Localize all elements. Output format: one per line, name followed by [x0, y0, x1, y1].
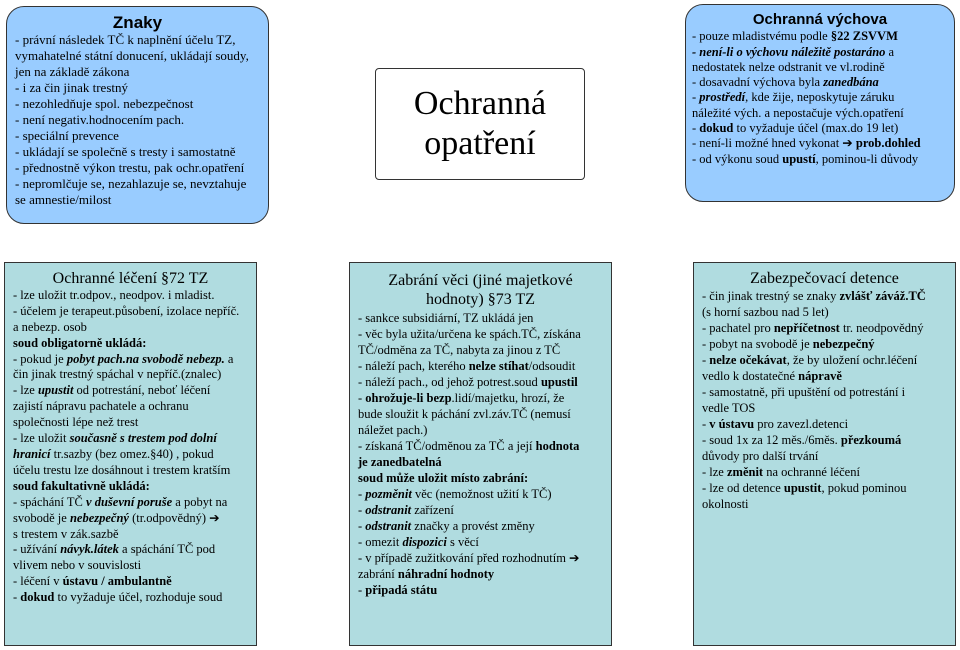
detence-text: (s horní sazbou nad 5 let)	[702, 305, 829, 319]
leceni-text: společnosti lépe než trest	[13, 415, 139, 430]
leceni-line	[13, 336, 248, 352]
znaky-line: - nepromlčuje se, nezahlazuje se, nevztahuje	[15, 176, 247, 191]
leceni-text: vlivem nebo v souvislosti	[13, 558, 142, 573]
zabezpecovaci-detence-title: Zabezpečovací detence	[750, 270, 899, 287]
detence-text: - lze od detence	[702, 481, 784, 495]
znaky-line: jen na základě zákona	[15, 64, 130, 79]
leceni-line	[13, 558, 248, 574]
zabrani-text: soud může uložit místo zabrání:	[358, 471, 529, 485]
zabrani-line	[358, 390, 603, 406]
vychova-text: prob.dohled	[855, 136, 921, 151]
detence-line	[702, 336, 947, 352]
znaky-line: - není negativ.hodnocením pach.	[15, 112, 185, 127]
leceni-text: zajistí nápravu pachatele a ochranu	[13, 399, 189, 414]
leceni-text: (tr.odpovědný) ➔	[128, 510, 220, 525]
detence-text: změnit	[726, 465, 764, 479]
vychova-text: dokud	[699, 121, 734, 136]
vychova-text: - dosavadní výchova byla	[692, 75, 824, 90]
znaky-box	[6, 6, 269, 224]
zabrani-text: -	[358, 503, 366, 517]
leceni-line	[13, 542, 248, 558]
zabezpecovaci-detence-list	[702, 288, 947, 512]
central-title-line1: Ochranná	[413, 85, 547, 122]
leceni-line	[13, 352, 248, 368]
ochranna-vychova-list	[692, 29, 948, 167]
vychova-line	[692, 75, 948, 90]
detence-text: v ústavu	[709, 417, 755, 431]
vychova-text: -	[692, 121, 700, 136]
znaky-line: - i za čin jinak trestný	[15, 80, 128, 95]
leceni-line	[13, 320, 248, 336]
zabrani-text: -	[358, 391, 366, 405]
zabrani-text: odstranit	[365, 519, 412, 533]
zabrani-text: zařízení	[411, 503, 454, 517]
leceni-text: a pobyt na	[172, 494, 228, 509]
detence-text: - lze	[702, 465, 727, 479]
detence-text: nápravě	[798, 369, 842, 383]
zabrani-line	[358, 486, 603, 502]
detence-text: -	[702, 353, 710, 367]
vychova-text: , pominou-li důvody	[815, 151, 919, 166]
zabrani-veci-title-line1: Zabrání věci (jiné majetkové	[388, 272, 573, 289]
zabrani-text: - omezit	[358, 535, 403, 549]
zabrani-text: náhradní hodnoty	[397, 567, 495, 581]
leceni-text: pobyt pach.na svobodě nebezp.	[66, 351, 225, 366]
znaky-line: - nezohledňuje spol. nebezpečnost	[15, 96, 194, 111]
zabrani-line	[358, 342, 603, 358]
znaky-line: - ukládají se společně s tresty i samostatně	[15, 144, 236, 159]
zabrani-line	[358, 518, 603, 534]
znaky-line: - přednostně výkon trestu, pak ochr.opatření	[15, 160, 245, 175]
leceni-text: tr.sazby (bez omez.§40) , pokud	[50, 446, 214, 461]
central-node	[375, 68, 585, 180]
zabrani-text: nelze stíhat	[468, 359, 529, 373]
vychova-line	[692, 90, 948, 105]
ochranne-leceni-box	[4, 262, 257, 646]
leceni-text: - pokud je	[13, 351, 67, 366]
leceni-text: - léčení v	[13, 574, 63, 589]
zabrani-text: připadá státu	[365, 583, 438, 597]
zabrani-line	[358, 310, 603, 326]
zabrani-text: značky a provést změny	[411, 519, 535, 533]
vychova-text: to vyžaduje účel (max.do 19 let)	[733, 121, 899, 136]
vychova-line	[692, 121, 948, 136]
leceni-text: a	[224, 351, 234, 366]
leceni-text: v duševní poruše	[86, 494, 173, 509]
zabrani-text: - věc byla užita/určena ke spách.TČ, získána	[358, 327, 581, 341]
detence-line	[702, 432, 947, 448]
leceni-text: - lze uložit tr.odpov., neodpov. i mladist.	[13, 287, 215, 302]
detence-text: nebezpečný	[812, 337, 875, 351]
zabrani-line	[358, 374, 603, 390]
zabrani-text: hodnota	[535, 439, 580, 453]
zabrani-text: s věcí	[446, 535, 479, 549]
vychova-line	[692, 60, 948, 75]
leceni-line	[13, 463, 248, 479]
detence-text: tr. neodpovědný	[839, 321, 924, 335]
zabrani-text: je zanedbatelná	[358, 455, 442, 469]
detence-line	[702, 320, 947, 336]
zabrani-text: dispozici	[402, 535, 447, 549]
leceni-text: -	[13, 590, 21, 605]
znaky-line: se amnestie/milost	[15, 192, 112, 207]
detence-line	[702, 448, 947, 464]
leceni-line	[13, 431, 248, 447]
leceni-line	[13, 479, 248, 495]
detence-text: nepříčetnost	[773, 321, 840, 335]
detence-text: - pobyt na svobodě je	[702, 337, 813, 351]
leceni-line	[13, 399, 248, 415]
leceni-line	[13, 527, 248, 543]
zabrani-text: -	[358, 519, 366, 533]
leceni-text: nebezpečný	[69, 510, 129, 525]
vychova-text: -	[692, 90, 700, 105]
leceni-text: - lze	[13, 383, 38, 398]
detence-text: - samostatně, při upuštění od potrestání i	[702, 385, 906, 399]
leceni-text: od potrestání, neboť léčení	[73, 383, 211, 398]
vychova-text: , kde žije, neposkytuje záruku	[745, 90, 895, 105]
zabrani-text: .lidí/majetku, hrozí, že	[451, 391, 565, 405]
zabrani-line	[358, 582, 603, 598]
zabrani-veci-list	[358, 310, 603, 598]
vychova-line	[692, 29, 948, 44]
detence-text: nelze očekávat	[709, 353, 787, 367]
detence-text: - soud 1x za 12 měs./6měs.	[702, 433, 841, 447]
zabrani-text: věc (nemožnost užití k TČ)	[411, 487, 552, 501]
leceni-text: upustit	[37, 383, 74, 398]
zabrani-line	[358, 502, 603, 518]
leceni-text: návyk.látek	[60, 542, 119, 557]
detence-line	[702, 384, 947, 400]
leceni-text: čin jinak trestný spáchal v nepříč.(znalec)	[13, 367, 222, 382]
leceni-text: to vyžaduje účel, rozhoduje soud	[54, 590, 223, 605]
zabezpecovaci-detence-box	[693, 262, 956, 646]
leceni-line	[13, 383, 248, 399]
detence-text: , pokud pominou	[821, 481, 907, 495]
zabrani-line	[358, 454, 603, 470]
vychova-text: a	[885, 44, 895, 59]
vychova-line	[692, 45, 948, 60]
zabrani-text: - náleží pach, kterého	[358, 359, 469, 373]
detence-line	[702, 352, 947, 368]
leceni-text: - užívání	[13, 542, 61, 557]
zabrani-text: TČ/odměna za TČ, nabyta za jinou z TČ	[358, 343, 561, 357]
znaky-line: - speciální prevence	[15, 128, 119, 143]
leceni-text: dokud	[20, 590, 55, 605]
detence-text: vedlo k dostatečné	[702, 369, 799, 383]
leceni-text: ústavu / ambulantně	[62, 574, 172, 589]
zabrani-text: pozměnit	[365, 487, 412, 501]
vychova-text: není-li o výchovu náležitě postaráno	[699, 44, 886, 59]
leceni-text: - spáchání TČ	[13, 494, 87, 509]
vychova-text: - pouze mladistvému podle	[692, 29, 831, 44]
zabrani-text: - náleží pach., od jehož potrest.soud	[358, 375, 541, 389]
zabrani-text: - sankce subsidiární, TZ ukládá jen	[358, 311, 534, 325]
detence-text: - pachatel pro	[702, 321, 774, 335]
leceni-line	[13, 590, 248, 606]
leceni-text: - účelem je terapeut.působení, izolace nepříč.	[13, 303, 240, 318]
detence-line	[702, 496, 947, 512]
detence-text: upustit	[783, 481, 822, 495]
zabrani-line	[358, 566, 603, 582]
ochranna-vychova-box	[685, 4, 955, 202]
vychova-text: -	[692, 44, 700, 59]
zabrani-line	[358, 358, 603, 374]
leceni-text: současně s trestem pod dolní	[69, 431, 217, 446]
zabrani-text: odstranit	[365, 503, 412, 517]
leceni-text: účelu trestu lze dosáhnout i trestem kratším	[13, 462, 231, 477]
leceni-line	[13, 367, 248, 383]
znaky-list	[15, 32, 260, 208]
zabrani-text: upustil	[540, 375, 578, 389]
detence-text: na ochranné léčení	[763, 465, 860, 479]
zabrani-line	[358, 422, 603, 438]
vychova-text: upustí	[782, 151, 816, 166]
zabrani-text: náležet pach.)	[358, 423, 428, 437]
leceni-text: a spáchání TČ pod	[118, 542, 216, 557]
central-title-line2: opatření	[424, 125, 536, 162]
leceni-line	[13, 511, 248, 527]
zabrani-text: - v případě zužitkování před rozhodnutím ➔	[358, 551, 580, 565]
zabrani-line	[358, 438, 603, 454]
leceni-text: svobodě je	[13, 510, 70, 525]
detence-text: zvlášť záváž.TČ	[839, 289, 926, 303]
zabrani-text: - získaná TČ/odměnou za TČ a její	[358, 439, 536, 453]
zabrani-text: -	[358, 583, 366, 597]
detence-text: vedle TOS	[702, 401, 756, 415]
vychova-text: §22 ZSVVM	[830, 29, 898, 44]
vychova-text: zanedbána	[823, 75, 879, 90]
leceni-line	[13, 415, 248, 431]
leceni-text: - lze uložit	[13, 431, 70, 446]
detence-text: , že by uložení ochr.léčení	[786, 353, 918, 367]
detence-line	[702, 480, 947, 496]
detence-text: -	[702, 417, 710, 431]
ochranne-leceni-title: Ochranné léčení §72 TZ	[52, 270, 209, 287]
zabrani-veci-title	[358, 271, 603, 309]
zabrani-text: -	[358, 487, 366, 501]
detence-line	[702, 288, 947, 304]
leceni-text: s trestem v zák.sazbě	[13, 526, 119, 541]
zabrani-veci-box	[349, 262, 612, 646]
detence-text: - čin jinak trestný se znaky	[702, 289, 840, 303]
vychova-line	[692, 152, 948, 167]
detence-line	[702, 368, 947, 384]
detence-text: přezkoumá	[840, 433, 902, 447]
leceni-text: soud obligatorně ukládá:	[13, 335, 147, 350]
leceni-text: hranicí	[13, 446, 51, 461]
central-title	[414, 84, 546, 164]
vychova-text: nedostatek nelze odstranit ve vl.rodině	[692, 59, 885, 74]
detence-text: důvody pro další trvání	[702, 449, 819, 463]
leceni-line	[13, 495, 248, 511]
zabrani-text: /odsoudit	[528, 359, 576, 373]
vychova-text: - od výkonu soud	[692, 151, 783, 166]
znaky-line: - právní následek TČ k naplnění účelu TZ,	[15, 32, 236, 47]
detence-line	[702, 400, 947, 416]
zabrani-line	[358, 326, 603, 342]
leceni-line	[13, 447, 248, 463]
zabrani-line	[358, 406, 603, 422]
leceni-text: soud fakultativně ukládá:	[13, 478, 150, 493]
leceni-text: a nebezp. osob	[13, 319, 87, 334]
detence-line	[702, 464, 947, 480]
detence-text: okolnosti	[702, 497, 749, 511]
detence-line	[702, 304, 947, 320]
znaky-title: Znaky	[112, 13, 163, 32]
zabrani-line	[358, 550, 603, 566]
detence-text: pro zavezl.detenci	[754, 417, 849, 431]
zabrani-text: ohrožuje-li bezp	[365, 391, 452, 405]
zabrani-veci-title-line2: hodnoty) §73 TZ	[425, 291, 536, 308]
zabrani-text: zabrání	[358, 567, 398, 581]
leceni-line	[13, 288, 248, 304]
ochranna-vychova-title: Ochranná výchova	[752, 11, 888, 28]
vychova-text: náležité vých. a nepostačuje vých.opatření	[692, 105, 904, 120]
vychova-line	[692, 106, 948, 121]
leceni-line	[13, 304, 248, 320]
vychova-text: prostředí	[699, 90, 746, 105]
znaky-line: vymahatelné státní donucení, ukládají soudy,	[15, 48, 249, 63]
ochranne-leceni-list	[13, 288, 248, 606]
vychova-line	[692, 136, 948, 151]
zabrani-text: bude sloužit k páchání zvl.záv.TČ (nemusí	[358, 407, 571, 421]
zabrani-line	[358, 534, 603, 550]
vychova-text: - není-li možné hned vykonat ➔	[692, 136, 856, 151]
leceni-line	[13, 574, 248, 590]
zabrani-line	[358, 470, 603, 486]
detence-line	[702, 416, 947, 432]
